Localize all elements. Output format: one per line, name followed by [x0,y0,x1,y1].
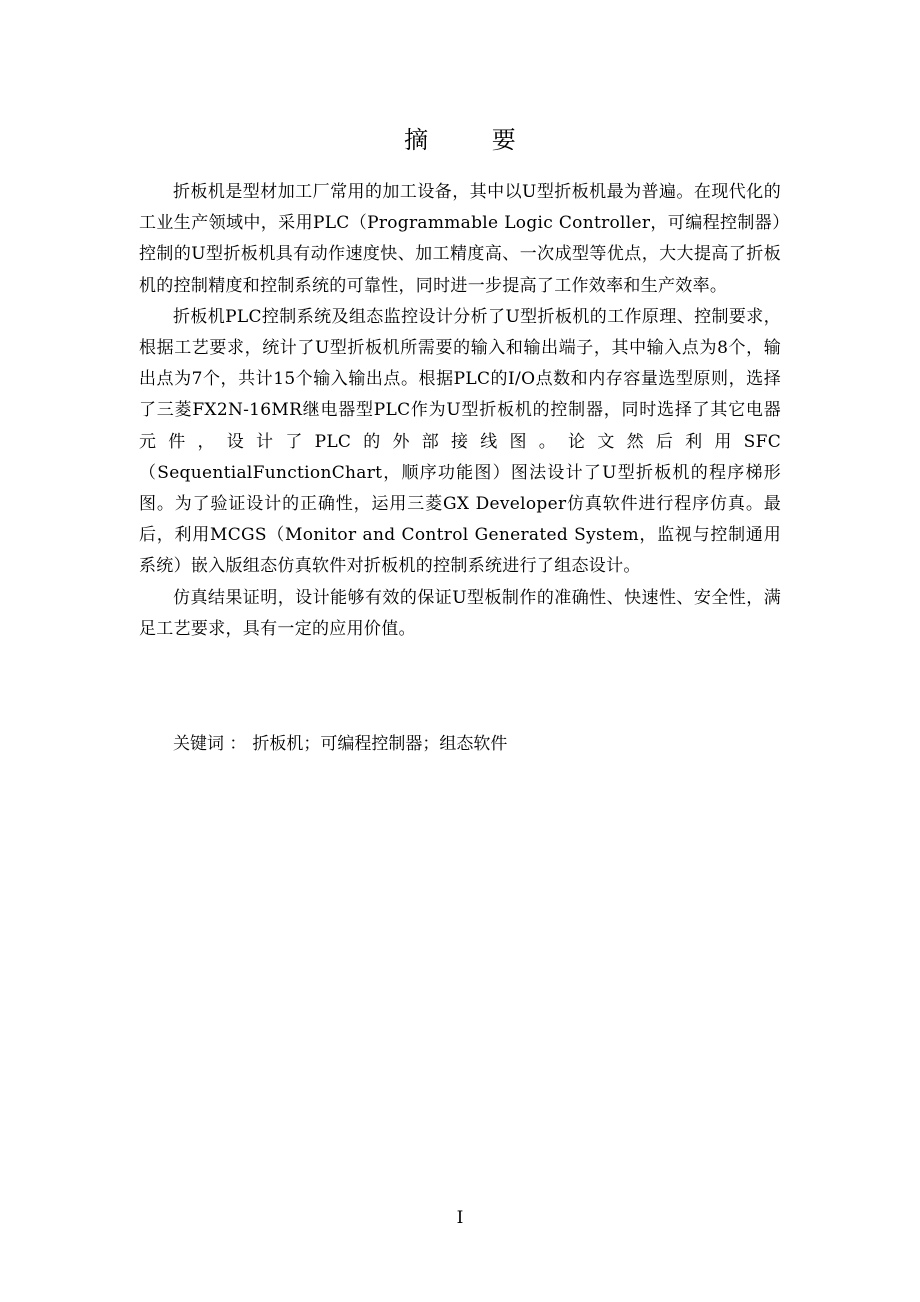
abstract-paragraph-1: 折板机是型材加工厂常用的加工设备，其中以U型折板机最为普遍。在现代化的工业生产领域中，采用PLC（Programmable Logic Controller，可编程控制器）控制的U型折板机具有动作速度快、加工精度高、一次成型等优点，大大提高了折板机的控制精度和控制系统的可靠性，同时进一步提高了工作效率和生产效率。 [139,182,781,296]
page-number: I [456,1208,464,1228]
abstract-paragraph-2: 折板机PLC控制系统及组态监控设计分析了U型折板机的工作原理、控制要求，根据工艺要求，统计了U型折板机所需要的输入和输出端子，其中输入点为8个，输出点为7个，共计15个输入输出点。根据PLC的I/O点数和内存容量选型原则，选择了三菱FX2N-16MR继电器型PLC作为U型折板机的控制器，同时选择了其它电器元件，设计了PLC的外部接线图。论文然后利用SFC（SequentialFunctionChart，顺序功能图）图法设计了U型折板机的程序梯形图。为了验证设计的正确性，运用三菱GX Developer仿真软件进行程序仿真。最后，利用MCGS（Monitor and Control Generated System，监视与控制通用系统）嵌入版组态仿真软件对折板机的控制系统进行了组态设计。 [139,306,781,577]
keywords-line [173,729,507,760]
keywords-label: 关键词 ： [173,734,247,754]
abstract-body [139,177,781,645]
abstract-title: 摘 要 [404,126,544,154]
abstract-paragraph-3: 仿真结果证明，设计能够有效的保证U型板制作的准确性、快速性、安全性，满足工艺要求，具有一定的应用价值。 [139,587,781,639]
keywords-value: 折板机；可编程控制器；组态软件 [252,734,508,754]
